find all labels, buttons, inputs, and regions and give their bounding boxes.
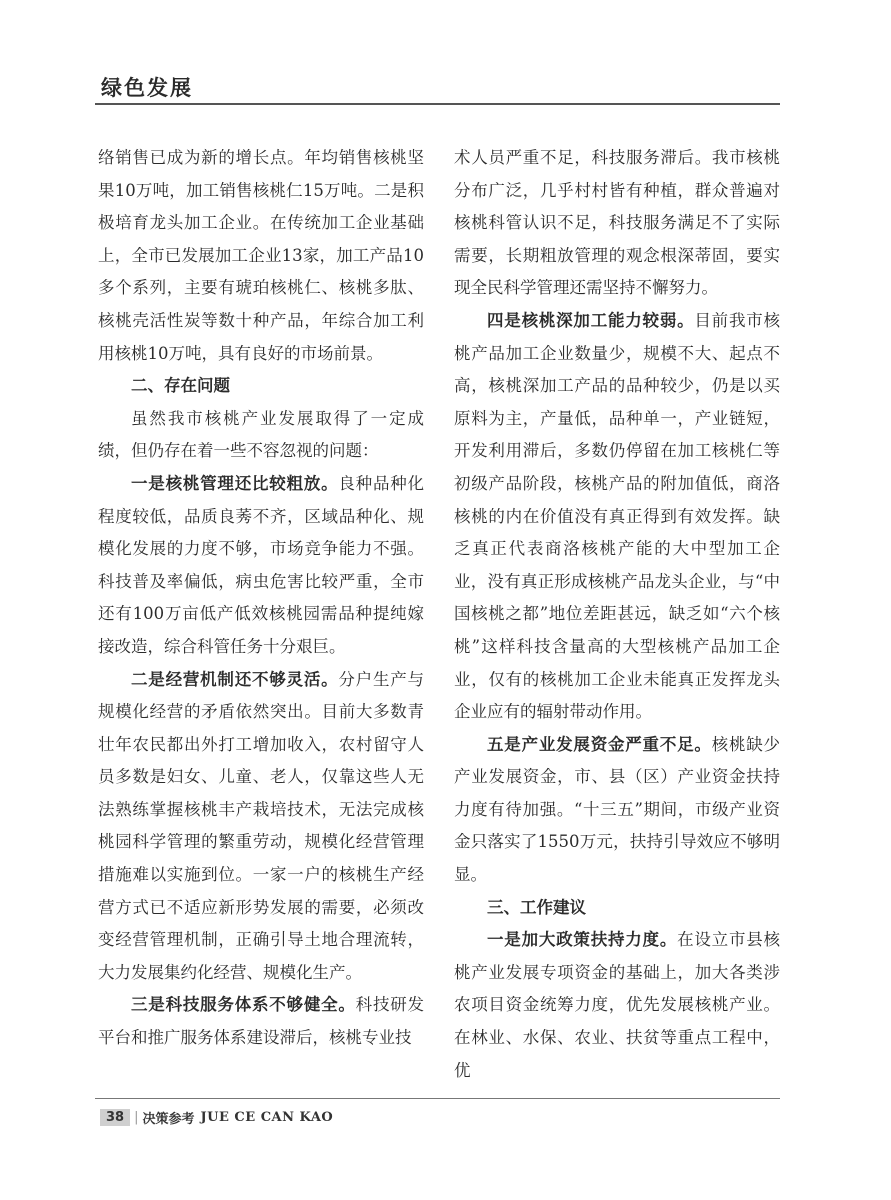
paragraph	[454, 729, 780, 892]
paragraph	[98, 989, 424, 1054]
section-heading: 二、存在问题	[131, 376, 230, 396]
paragraph-lead: 三是科技服务体系不够健全。	[131, 995, 356, 1015]
footer-divider	[95, 1098, 780, 1099]
paragraph-body: 良种品种化程度较低，品质良莠不齐，区域品种化、规模化发展的力度不够，市场竞争能力不强。科技普及率偏低，病虫危害比较严重，全市还有100万亩低产低效核桃园需品种提纯嫁接改造，综合科管任务十分艰巨。	[98, 473, 424, 656]
paragraph: 虽然我市核桃产业发展取得了一定成绩，但仍存在着一些不容忽视的问题：	[98, 408, 424, 461]
paragraph-lead: 二是经营机制还不够灵活。	[131, 669, 339, 689]
paragraph	[98, 468, 424, 664]
paragraph	[98, 664, 424, 990]
separator-icon: |	[134, 1110, 139, 1125]
page-footer	[100, 1108, 333, 1127]
paragraph	[454, 924, 780, 1087]
journal-name-cn: 决策参考	[142, 1112, 195, 1127]
section-heading: 三、工作建议	[487, 897, 586, 917]
paragraph	[454, 305, 780, 729]
paragraph-body: 在设立市县核桃产业发展专项资金的基础上，加大各类涉农项目资金统筹力度，优先发展核桃产业。在林业、水保、农业、扶贫等重点工程中，优	[454, 930, 780, 1080]
paragraph-lead: 四是核桃深加工能力较弱。	[487, 310, 695, 330]
paragraph-lead: 一是核桃管理还比较粗放。	[131, 473, 339, 493]
header-divider	[95, 103, 780, 105]
paragraph: 络销售已成为新的增长点。年均销售核桃坚果10万吨，加工销售核桃仁15万吨。二是积极培育龙头加工企业。在传统加工企业基础上，全市已发展加工企业13家，加工产品10多个系列，主要有琥珀核桃仁、核桃多肽、核桃壳活性炭等数十种产品，年综合加工利用核桃10万吨，具有良好的市场前景。	[98, 148, 424, 363]
journal-name-en: JUE CE CAN KAO	[200, 1110, 334, 1125]
page-number: 38	[100, 1109, 130, 1126]
paragraph-body: 目前我市核桃产品加工企业数量少，规模不大、起点不高，核桃深加工产品的品种较少，仍是以买原料为主，产量低，品种单一，产业链短，开发利用滞后，多数仍停留在加工核桃仁等初级产品阶段，核桃产品的附加值低，商洛核桃的内在价值没有真正得到有效发挥。缺乏真正代表商洛核桃产能的大中型加工企业，没有真正形成核桃产品龙头企业，与“中国核桃之都”地位差距甚远，缺乏如“六个核桃”这样科技含量高的大型核桃产品加工企业，仅有的核桃加工企业未能真正发挥龙头企业应有的辐射带动作用。	[454, 310, 780, 722]
section-header-title: 绿色发展	[101, 76, 193, 100]
left-column	[98, 142, 424, 1055]
paragraph: 术人员严重不足，科技服务滞后。我市核桃分布广泛，几乎村村皆有种植，群众普遍对核桃科管认识不足，科技服务满足不了实际需要，长期粗放管理的观念根深蒂固，要实现全民科学管理还需坚持不懈努力。	[454, 148, 780, 298]
paragraph-lead: 五是产业发展资金严重不足。	[487, 734, 712, 754]
paragraph-body: 核桃缺少产业发展资金，市、县（区）产业资金扶持力度有待加强。“十三五”期间，市级产业资金只落实了1550万元，扶持引导效应不够明显。	[454, 734, 780, 885]
paragraph-lead: 一是加大政策扶持力度。	[487, 930, 678, 950]
paragraph-body: 分户生产与规模化经营的矛盾依然突出。目前大多数青壮年农民都出外打工增加收入，农村留守人员多数是妇女、儿童、老人，仅靠这些人无法熟练掌握核桃丰产栽培技术，无法完成核桃园科学管理的繁重劳动，规模化经营管理措施难以实施到位。一家一户的核桃生产经营方式已不适应新形势发展的需要，必须改变经营管理机制，正确引导土地合理流转，大力发展集约化经营、规模化生产。	[98, 669, 424, 982]
paragraph-body: 科技研发平台和推广服务体系建设滞后，核桃专业技	[98, 995, 424, 1048]
right-column	[454, 142, 780, 1087]
